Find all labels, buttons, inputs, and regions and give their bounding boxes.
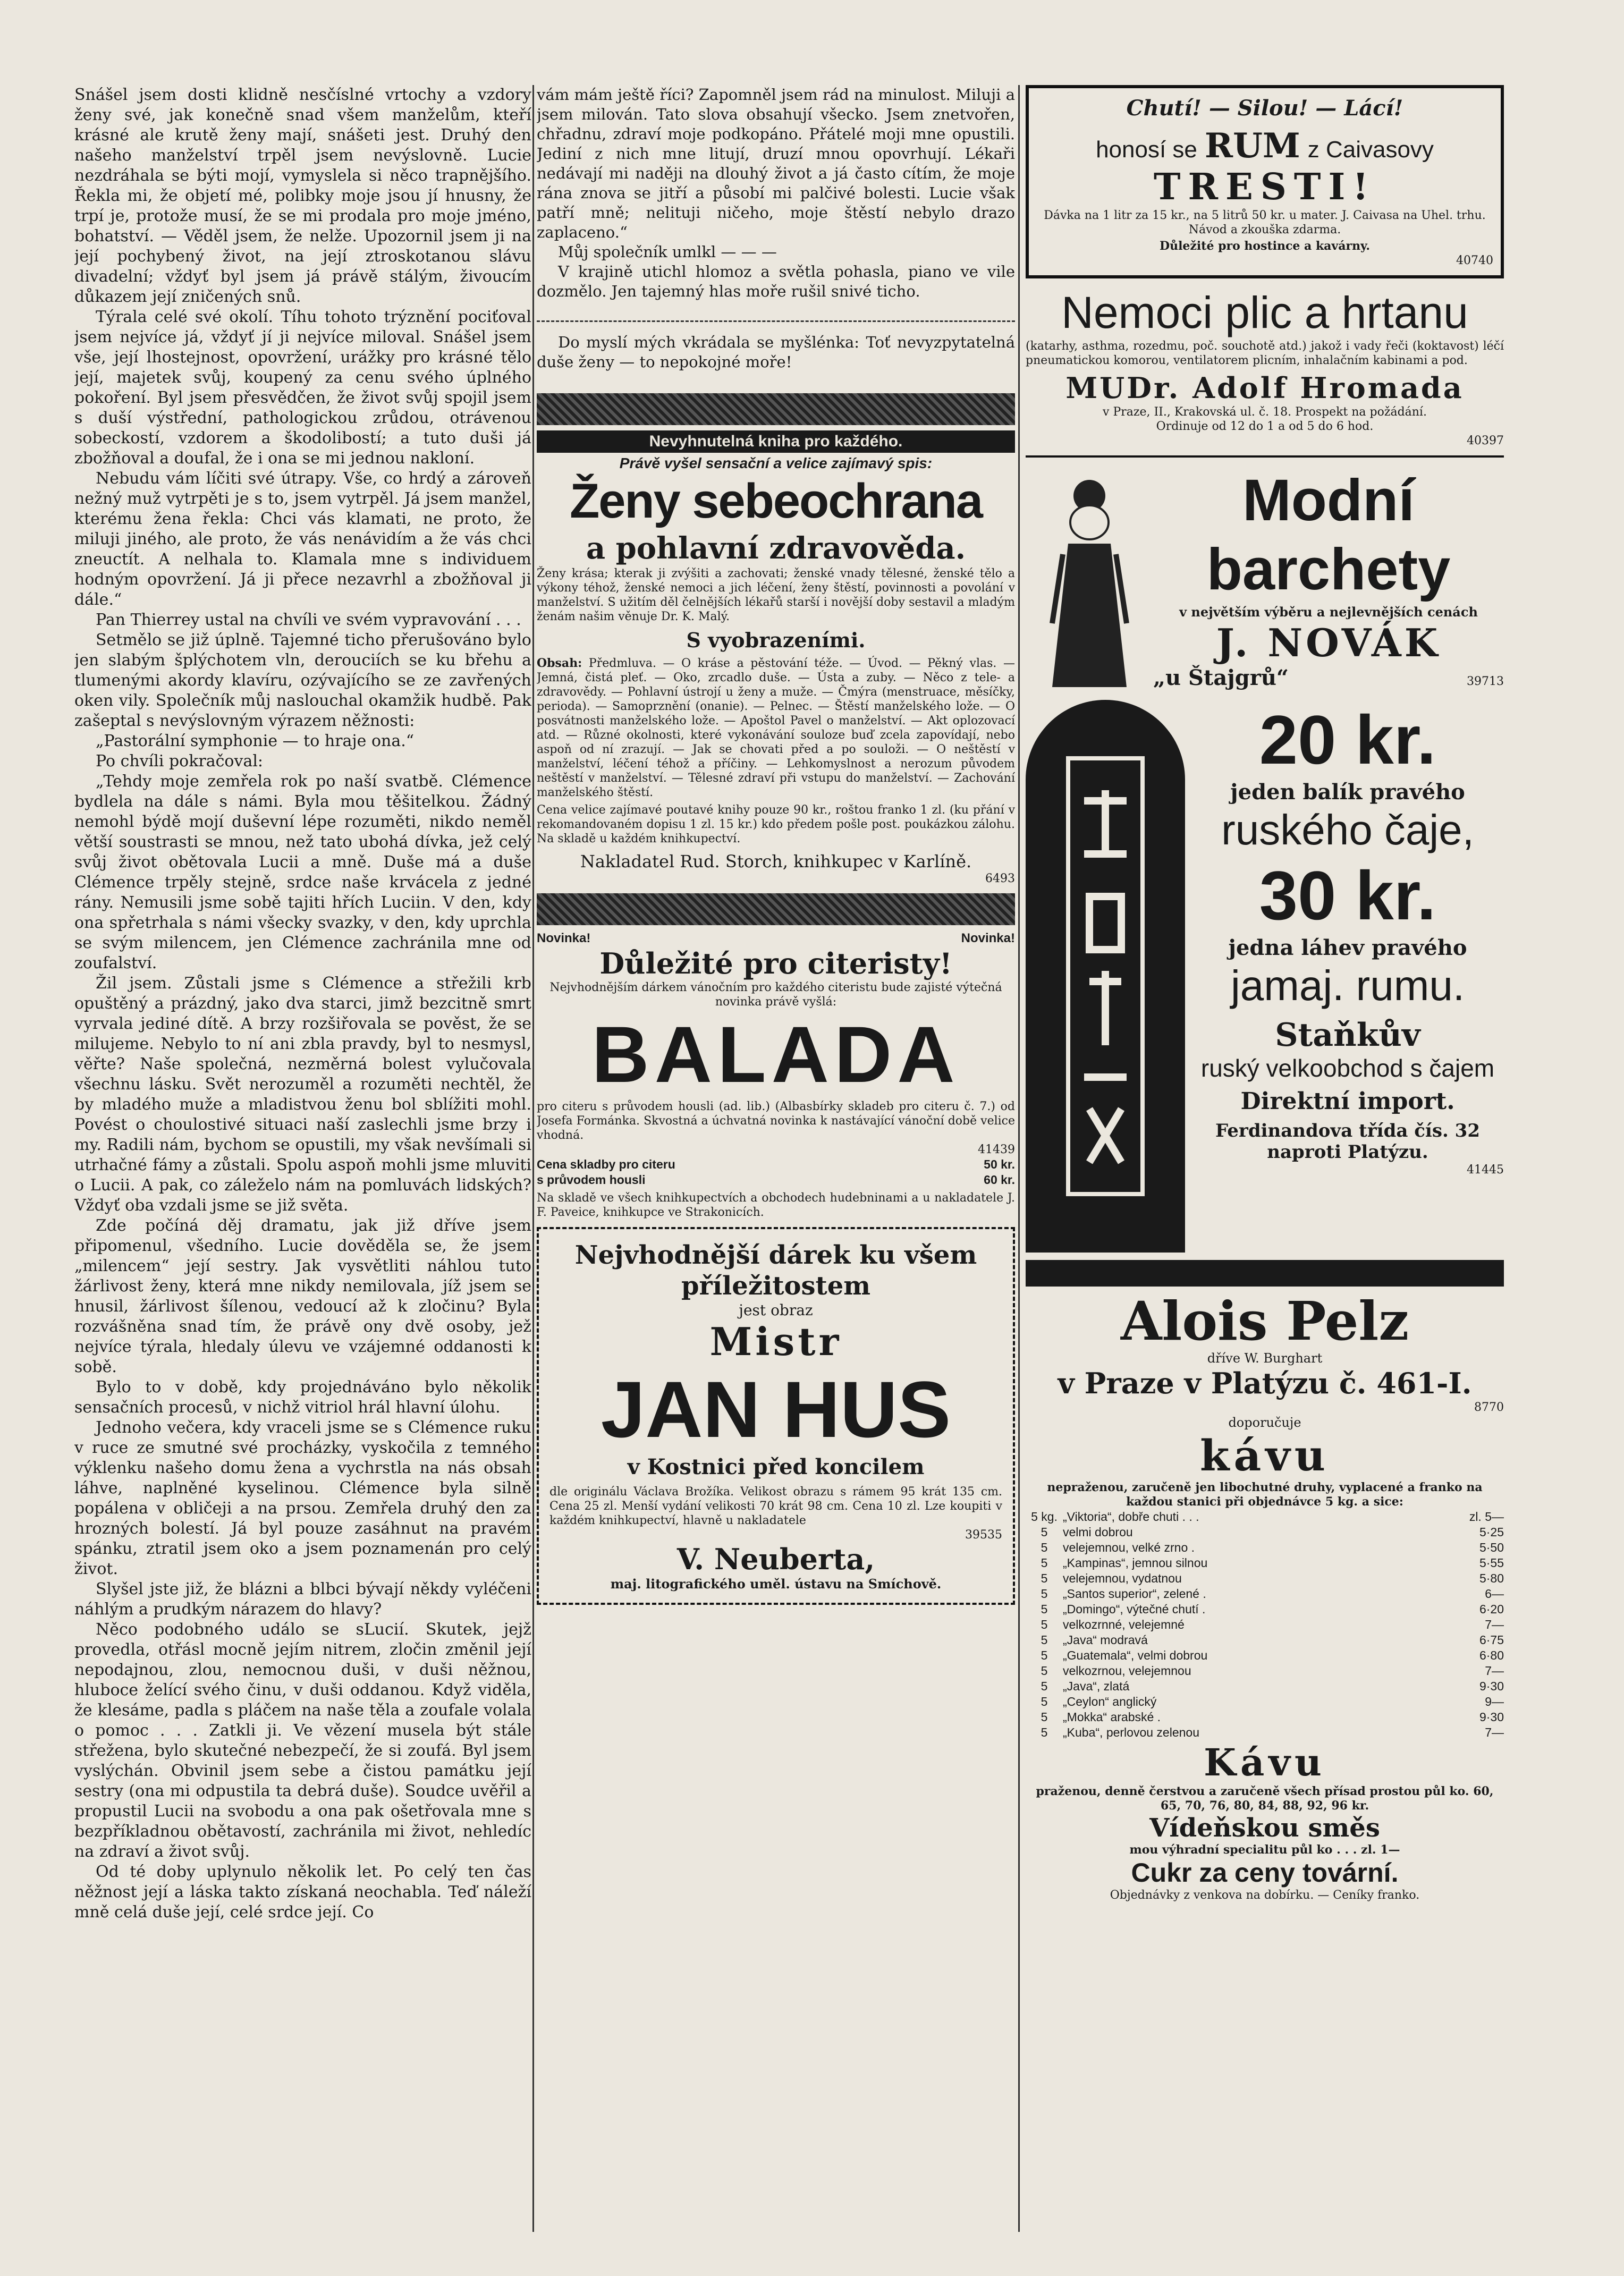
coffee-price: 5·55 (1479, 1556, 1504, 1570)
shop-row (1153, 665, 1504, 690)
novinka-left: Novinka! (537, 931, 591, 945)
story-paragraph: Žil jsem. Zůstali jsme s Clémence a střežili krb opuštěný a prázdný, jako dva starci, jimž bezcitně smrt vyrvala jediné dítě. A brzy rozšiřovala se pověst, že se milujeme. Nebylo to ní ani zbla pravdy, byl to nesmysl, věřte? Naše společná, nezměrná bolest vylučovala všechnu lásku. Svět nerozuměl a rozuměti nechtěl, že by mladého muže a mladistvou ženu bol sblížiti mohl. Povést o choulostivé situaci naší zaslechli jsme brzy i my. Radili nám, bychom se opustili, my však nevšímali si utrhačné fámy a zůstali. Spolu aspoň mohli jsme mluviti o Lucii. A pak, co záleželo nám na pomluvách lidských? Vždyť oba vzdali jsme se již světa. (74, 974, 531, 1215)
ad-mistr: Mistr (709, 1319, 842, 1364)
coffee-price: 6·80 (1479, 1648, 1504, 1662)
ad-recommends: doporučuje (1228, 1415, 1301, 1430)
coffee-kg: 5 (1041, 1648, 1048, 1662)
coffee-price-row (1026, 1540, 1504, 1555)
ad-shop: „u Štajgrů“ (1153, 665, 1289, 690)
coffee-kg: 5 (1041, 1587, 1048, 1601)
ad-text: v největším výběru a nejlevnějších cenách (1179, 604, 1478, 620)
ad-ref: 40397 (1467, 434, 1504, 447)
coffee-price: 5·80 (1479, 1571, 1504, 1585)
story-paragraph: Po chvíli pokračoval: (96, 752, 264, 771)
coffee-price: 9·30 (1479, 1710, 1504, 1724)
ad-footer: Objednávky z venkova na dobírku. — Ceníky franko. (1110, 1889, 1420, 1902)
coffee-kg: 5 (1041, 1571, 1048, 1585)
ad-contents-text: Předmluva. — O kráse a pěstování téže. — Úvod. — Pěkný vlas. — Jemná, čistá pleť. — Oko, zrcadlo duše. — Ústa a zuby. — Něco z tele- a zdravovědy. — Pohlavní ústrojí u ženy a muže. — Čmýra (menstruace, měsíčky, perioda). — Samoprznění (onanie). — Pelnec. — Štěstí manželského lože. — O posvátnosti manželského lože. — Apoštol Pavel o manželství. — Akt oplozovací atd. — Různé okolnosti, které vykonávání souloze buď zcela zapovídají, nebo aspoň od ní zrazují. — Jak se chovati před a po souloži. — O neštěstí v manželství, léčení téhož a příčiny. — Lehkomyslnost a nerozum původem neštěstí v manželství. — Tělesné zdraví při vstupu do manželství. — Zachování manželského štěstí. (537, 657, 1015, 799)
coffee-kg: 5 (1041, 1633, 1048, 1647)
coffee-name: „Java“, zlatá (1063, 1679, 1130, 1693)
story-paragraph: Týrala celé své okolí. Tíhu tohoto trýznění pociťoval jsem nejvíce já, vždyť jí ji nejvíce miloval. Snášel jsem vše, její lhostejnost, opovržení, urážky pro krásné tělo její, majetek svůj, koupený za cenu svého úplného pokoření. Byl jsem přesvědčen, že život svůj spojil jsem s duší výstřední, pathologickou zrůdou, otrávenou sobeckostí, vzdorem a škodolibostí; a tuto duši já zbožňoval a doufal, že i ona se mi jednou nakloní. (74, 308, 531, 468)
ad-ref: 8770 (1474, 1401, 1504, 1414)
ad-name: J. NOVÁK (1216, 620, 1441, 665)
coffee-price-row (1026, 1694, 1504, 1710)
ad-kavu: kávu (1200, 1431, 1330, 1480)
ad-address: v Praze, II., Krakovská ul. č. 18. Prospekt na požádání. (1103, 405, 1427, 419)
ad-name: Alois Pelz (1120, 1290, 1409, 1352)
ad-raw-desc: nepraženou, zaručeně jen libochutné druhy, vyplacené a franko na každou stanici při objednávce 5 kg. a sice: (1047, 1480, 1483, 1509)
ad-name: Staňkův (1275, 1017, 1420, 1054)
ad-hours: Ordinuje od 12 do 1 a od 5 do 6 hod. (1156, 420, 1374, 433)
ad-viennese-desc: mou výhradní specialitu půl ko . . . zl. 1— (1129, 1843, 1400, 1857)
ad-name: JAN HUS (600, 1365, 951, 1454)
ad-rum (1026, 85, 1504, 278)
coffee-price-row (1026, 1602, 1504, 1617)
ad-barchety (1026, 464, 1504, 692)
ad-kavu-2: Kávu (1204, 1740, 1326, 1784)
coffee-name: velmi dobrou (1063, 1525, 1133, 1539)
coffee-kg: 5 (1041, 1602, 1048, 1616)
price-row (537, 1157, 1015, 1172)
coffee-price-row (1026, 1571, 1504, 1586)
coffee-name: „Java“ modravá (1063, 1633, 1148, 1647)
story-paragraph: Jednoho večera, kdy vraceli jsme se s Clémence ruku v ruce ze smutné své procházky, vyskočila z temného výklenku našeho domu žena a vychrstla na nás obsah láhve, naplněné kyselinou. Clémence byla silně popálena v obličeji a na prsou. Zemřela druhý den za hrozných bolestí. Já byl pouze zasáhnut na pravém spánku, ztratil jsem oko a jsem poznamenán pro celý život. (74, 1418, 531, 1578)
ad-line2a: honosí se (1096, 137, 1197, 163)
ad-footer: Na skladě ve všech knihkupectvích a obchodech hudebninami a u nakladatele J. F. Paveice, knihkupce ve Strakonicích. (537, 1191, 1015, 1219)
coffee-price: 7— (1485, 1618, 1504, 1631)
coffee-name: velkozrnné, velejemné (1063, 1618, 1185, 1631)
coffee-name: velejemnou, vydatnou (1063, 1571, 1182, 1585)
ad-title: Nejvhodnější dárek ku všem příležitostem (574, 1240, 977, 1301)
ad-ref: 39713 (1467, 675, 1504, 688)
ad-price: Cena velice zajímavé poutavé knihy pouze 90 kr., roštou franko 1 zl. (ku přání v rekomandovaném dopisu 1 zl. 15 kr.) kdo předem pošle post. poukázkou zálohu. Na skladě u každém knihkupectví. (537, 803, 1015, 845)
ad-viennese: Vídeňskou směs (1149, 1813, 1380, 1843)
tea-label-icon (1026, 700, 1185, 1253)
ad-line2b: RUM (1204, 126, 1300, 166)
divider-line (537, 320, 1015, 322)
story-paragraph: V krajině utichl hlomoz a světla pohasla, piano ve vile dozmělo. Jen tajemný hlas moře rušil snivé ticho. (537, 263, 1015, 300)
ad-sub: v Kostnici před koncilem (627, 1454, 925, 1479)
ornament-band (537, 893, 1015, 925)
ad-subtitle: a pohlavní zdravověda. (586, 531, 966, 566)
coffee-name: velejemnou, velké zrno . (1063, 1541, 1195, 1554)
story-end (537, 85, 1015, 372)
price-label: Cena skladby pro citeru (537, 1157, 675, 1171)
coffee-price-row (1026, 1586, 1504, 1602)
rule (1026, 455, 1504, 458)
story-paragraph: Něco podobného událo se sLucií. Skutek, jejž provedla, otřásl mocně jejím nitrem, zločin změnil její nepodajnou, zlou, nemocnou duši, v duši něžnou, hluboce želící svého činu, v duši oddanou. Když viděla, že klesáme, padla s pláčem na naše těla a zoufale volala o pomoc . . . Zatkli ji. Ve vězení musela být stále střežena, bylo skutečné nebezpečí, že si zoufá. Byl jsem vyslýchán. Obvinil jsem sebe a čistou památku její sestry (ona mi odpustila ta debrá duše). Soudce uvěřil a propustil Lucii na svobodu a ona pak ošetřovala mne s bezpříkladnou obětavostí, zachránila mi život, nehledíc na zdraví a život svůj. (74, 1620, 531, 1861)
ad-line3: TRESTI! (1153, 166, 1376, 208)
ad-jan-hus (537, 1227, 1015, 1605)
ad-line2 (1036, 126, 1493, 166)
ad-roasted-desc: praženou, denně čerstvou a zaručeně všech přísad prostou půl ko. 60, 65, 70, 76, 80, 84, 88, 92, 96 kr. (1036, 1784, 1494, 1813)
coffee-price: 9·30 (1479, 1679, 1504, 1693)
column-2 (537, 85, 1015, 2232)
coffee-name: velkozrnou, velejemnou (1063, 1664, 1191, 1678)
coffee-name: „Kampinas“, jemnou silnou (1063, 1556, 1208, 1570)
price-value: 60 kr. (984, 1173, 1015, 1187)
ad-sugar: Cukr za ceny tovární. (1131, 1858, 1399, 1888)
coffee-name: „Kuba“, perlovou zelenou (1063, 1725, 1199, 1739)
coffee-kg: 5 (1041, 1725, 1048, 1739)
story-paragraph: „Tehdy moje zemřela rok po naší svatbě. Clémence bydlela na dále s námi. Byla mou těšitelkou. Žádný nemohl býdě mojí duševní lépe rozuměti, nikdo neměl větší soustrasti se mnou, než tato ubohá dívka, jež celý svůj život obětovala Lucii a mně. Duše má a duše Clémence trpěly stejně, srdce naše krvácela z jedné rány. Nemusili jsme sobě tajiti hřích Luciin. V den, kdy ona spřetrhala s námi všecky svazky, v den, kdy uprchla se svým milencem, jen Clémence zachránila mne od zoufalství. (74, 772, 531, 972)
ad-contents-label: Obsah: (537, 656, 582, 670)
ad-balada (537, 930, 1015, 1220)
story-paragraph: Zde počíná děj dramatu, jak již dříve jsem připomenul, všedního. Lucie dověděla se, že jsem „milencem“ její sestry. Jak vysvětliti náhlou tuto žárlivost ženy, která mne nikdy nemilovala, jíž jsem se hnusil, žárlivost šílenou, vedoucí až k zločinu? Byla rozvášněna snad tím, že právě ony dvě osoby, jež nejvíce týrala, hledaly úlevu ve vzájemné oddanosti k sobě. (74, 1216, 531, 1376)
ad-text-2: ruského čaje, (1221, 806, 1474, 853)
ad-intro: Ženy krása; kterak ji zvýšiti a zachovati; ženské vnady tělesné, ženské tělo a výkony téhož, ženské nemoci a jich léčení, ženy štěstí, povinnosti a povolání v manželství. S užitím děl čelnějších lékařů starší i novější doby sestavil a mladým ženám našim věnuje Dr. K. Malý. (537, 567, 1015, 623)
coffee-name: „Mokka“ arabské . (1063, 1710, 1161, 1724)
ad-price-2: 30 kr. (1259, 857, 1436, 934)
ad-text: (katarhy, asthma, rozedmu, poč. souchotě atd.) jakož i vady řeči (koktavost) léčí pneumatickou komorou, ventilatorem plicním, inhalačním kabinami a pod. (1026, 340, 1504, 367)
ad-text: Dávka na 1 litr za 15 kr., na 5 litrů 50 kr. u mater. J. Caivasa na Uhel. trhu. Návod a zkouška zdarma. (1044, 209, 1486, 236)
story-paragraph: Nebudu vám líčiti své útrapy. Vše, co hrdý a zároveň nežný muž vytrpěti je s to, jsem vytrpěl. Já jsem manžel, kterému žena řekla: Chci vás klamati, ne proto, že miluji jiného, ale proto, že vás nenávidím a že vás chci zneuctít. A nelhala to. Klamala mne s individuem hodným opovržení. Já ji přece nezavrhl a zbožňoval ji dále.“ (74, 469, 531, 609)
ad-intro: Nejvhodnějším dárkem vánočním pro každého citeristu bude zajisté výtečná novinka právě vyšlá: (549, 981, 1002, 1009)
ad-text: pro citeru s průvodem housli (ad. lib.) (Albasbírky skladeb pro citeru č. 7.) od Josefa Formánka. Skvostná a úchvatná novinka k nastávající vánoční době velice vhodná. (537, 1100, 1015, 1142)
coffee-price-row (1026, 1617, 1504, 1632)
ad-formerly: dříve W. Burghart (1207, 1351, 1323, 1366)
coffee-name: „Viktoria“, dobře chuti . . . (1063, 1510, 1199, 1524)
coffee-price-list (1026, 1509, 1504, 1740)
ornament-band (1026, 1260, 1504, 1287)
coffee-kg: 5 (1041, 1664, 1048, 1678)
story-paragraph: Můj společník umlkl — — — (558, 243, 777, 261)
story-column-1 (74, 85, 531, 2232)
coffee-price: 7— (1485, 1664, 1504, 1678)
ad-alois-pelz (1026, 1292, 1504, 1902)
coffee-price-row (1026, 1679, 1504, 1694)
story-paragraph: Do myslí mých vkrádala se myšlénka: Toť nevyzpytatelná duše ženy — to nepokojné moře! (537, 333, 1015, 371)
coffee-price-row (1026, 1648, 1504, 1663)
ad-address: v Praze v Platýzu č. 461-I. (1058, 1366, 1472, 1400)
coffee-name: „Guatemala“, velmi dobrou (1063, 1648, 1208, 1662)
coffee-name: „Domingo“, výtečné chutí . (1063, 1602, 1206, 1616)
price-label: s průvodem housli (537, 1173, 646, 1187)
column-divider (532, 85, 534, 2232)
story-paragraph: Slyšel jste již, že blázni a blbci bývají někdy vyléčeni náhlým a prudkým nárazem do hlavy? (74, 1580, 531, 1619)
ad-novinka-row (537, 930, 1015, 946)
ad-big-title: BALADA (591, 1010, 960, 1099)
coffee-kg: 5 (1041, 1525, 1048, 1539)
ad-title: Důležité pro citeristy! (599, 946, 952, 980)
coffee-kg: 5 (1041, 1695, 1048, 1708)
ad-doctor: MUDr. Adolf Hromada (1065, 371, 1464, 405)
story-paragraph: vám mám ještě říci? Zapomněl jsem rád na minulost. Miluji a jsem milován. Tato slova obsahují všecko. Jsem znetvořen, chřadnu, zdraví moje podkopáno. Přátelé moji mne opustili. Jediní z nich mne litují, druzí mnou opovrhují. Lékaři nedávají mi naději na dlouhý život a já často cítím, že moje rána znova se jitří a působí mi palčivé bolesti. Lucie však patří mně; nelituji ničeho, moje štěstí nebylo drazo zaplaceno.“ (537, 86, 1015, 241)
ad-jest: jest obraz (739, 1301, 813, 1319)
ad-text-1: jeden balík pravého (1230, 780, 1465, 805)
ad-publisher: V. Neuberta, (676, 1542, 875, 1576)
coffee-kg: 5 (1041, 1556, 1048, 1570)
story-paragraph: Setmělo se již úplně. Tajemné ticho přerušováno bylo jen slabým šplýchotem vln, derouciích se ku břehu a tlumenými akordy klavíru, ozývajícího se ze zavřených oken vily. Společník můj naslouchal okamžik hudbě. Pak zašeptal s nevýslovným výrazem něžnosti: (74, 631, 531, 730)
coffee-price-row (1026, 1663, 1504, 1679)
ad-ref: 41439 (978, 1143, 1015, 1156)
lady-illustration-icon (1026, 464, 1153, 692)
ad-ref: 40740 (1456, 254, 1493, 267)
ad-ref: 41445 (1467, 1163, 1504, 1177)
story-paragraph: Bylo to v době, kdy projednáváno bylo několik sensačních procesů, v nichž vitriol hrál hlavní úlohu. (74, 1378, 531, 1417)
ad-publisher: Nakladatel Rud. Storch, knihkupec v Karlíně. (580, 851, 972, 872)
ad-line2c: z Caivasovy (1307, 137, 1434, 163)
ad-book-zeny (537, 430, 1015, 886)
story-paragraph: „Pastorální symphonie — to hraje ona.“ (96, 732, 415, 750)
column-divider (1018, 85, 1020, 2232)
ad-title: Ženy sebeochrana (570, 474, 982, 528)
coffee-kg: 5 (1041, 1541, 1048, 1554)
ad-stankuv-caj (1026, 700, 1504, 1253)
ad-footer: Důležité pro hostince a kavárny. (1160, 239, 1370, 253)
ad-plice (1026, 286, 1504, 448)
coffee-name: „Ceylon“ anglický (1063, 1695, 1157, 1708)
ad-sub: ruský velkoobchod s čajem (1200, 1054, 1495, 1082)
ad-address: Ferdinandova třída čís. 32 naproti Platýzu. (1215, 1120, 1480, 1163)
coffee-price-row (1026, 1509, 1504, 1525)
coffee-name: „Santos superior“, zelené . (1063, 1587, 1206, 1601)
coffee-price: zl. 5— (1469, 1510, 1504, 1524)
ad-ref: 39535 (965, 1528, 1002, 1542)
ad-banner: Nevyhnutelná kniha pro každého. (537, 430, 1015, 453)
ad-price-1: 20 kr. (1259, 701, 1436, 779)
coffee-price: 6— (1485, 1587, 1504, 1601)
coffee-kg: 5 kg. (1031, 1510, 1058, 1524)
coffee-price: 5·25 (1479, 1525, 1504, 1539)
ad-publisher-2: maj. litografického uměl. ústavu na Smíchově. (610, 1576, 942, 1592)
coffee-price: 7— (1485, 1725, 1504, 1739)
coffee-price: 5·50 (1479, 1541, 1504, 1554)
coffee-kg: 5 (1041, 1710, 1048, 1724)
ad-title: Modní barchety (1206, 468, 1451, 602)
ad-text-3: jedna láhev pravého (1228, 935, 1467, 960)
story-paragraph: Snášel jsem dosti klidně nesčíslné vrtochy a vzdory ženy své, jak konečně snad všem manželům, kteří krásné ale krutě ženy mají, snášeti jest. Druhý den našeho manželství trpěl jsem nevýslovně. Lucie nezdráhala se býti mojí, vymyslela si něco trapnějšího. Řekla mi, že objetí mé, polibky moje jsou jí hnusny, že trpí je, protože musí, že se mi prodala pro moje jméno, bohatství. — Věděl jsem, že nelže. Upozornil jsem ji na její pochybený život, na její ztroskotanou slávu divadelní; vždyť byl jsem já právě stálým, živoucím důkazem její zničených snů. (74, 86, 531, 306)
coffee-kg: 5 (1041, 1618, 1048, 1631)
coffee-price: 6·75 (1479, 1633, 1504, 1647)
ornament-band (537, 393, 1015, 425)
coffee-price-row (1026, 1725, 1504, 1740)
ad-top: Chutí! — Silou! — Lácí! (1126, 96, 1403, 121)
story-paragraph: Pan Thierrey ustal na chvíli ve svém vypravování . . . (96, 611, 521, 629)
ad-ref: 6493 (985, 872, 1015, 885)
ad-text: dle originálu Václava Brožíka. Velikost obrazu s rámem 95 krát 135 cm. Cena 25 zl. Menší vydání velikosti 70 krát 98 cm. Cena 10 zl. Lze koupiti v každém knihkupectví, hlavně u nakladatele (549, 1485, 1002, 1527)
coffee-price: 9— (1485, 1695, 1504, 1708)
ad-import: Direktní import. (1240, 1088, 1455, 1115)
coffee-price: 6·20 (1479, 1602, 1504, 1616)
ad-subbanner: Právě vyšel sensační a velice zajímavý spis: (619, 455, 933, 471)
column-3 (1026, 85, 1504, 2232)
ad-title: Nemoci plic a hrtanu (1061, 287, 1468, 337)
story-paragraph: Od té doby uplynulo několik let. Po celý ten čas něžnost její a láska takto získaná neochabla. Teď náleží mně celá duše její, celé srdce její. Co (74, 1863, 531, 1922)
ad-contents (537, 656, 1015, 800)
price-row (537, 1172, 1015, 1188)
price-value: 50 kr. (984, 1157, 1015, 1171)
coffee-price-row (1026, 1710, 1504, 1725)
coffee-price-row (1026, 1555, 1504, 1571)
coffee-price-row (1026, 1632, 1504, 1648)
coffee-kg: 5 (1041, 1679, 1048, 1693)
coffee-price-row (1026, 1525, 1504, 1540)
ad-pictures: S vyobrazeními. (686, 628, 866, 652)
novinka-right: Novinka! (961, 931, 1015, 945)
ad-text-4: jamaj. rumu. (1230, 962, 1465, 1009)
